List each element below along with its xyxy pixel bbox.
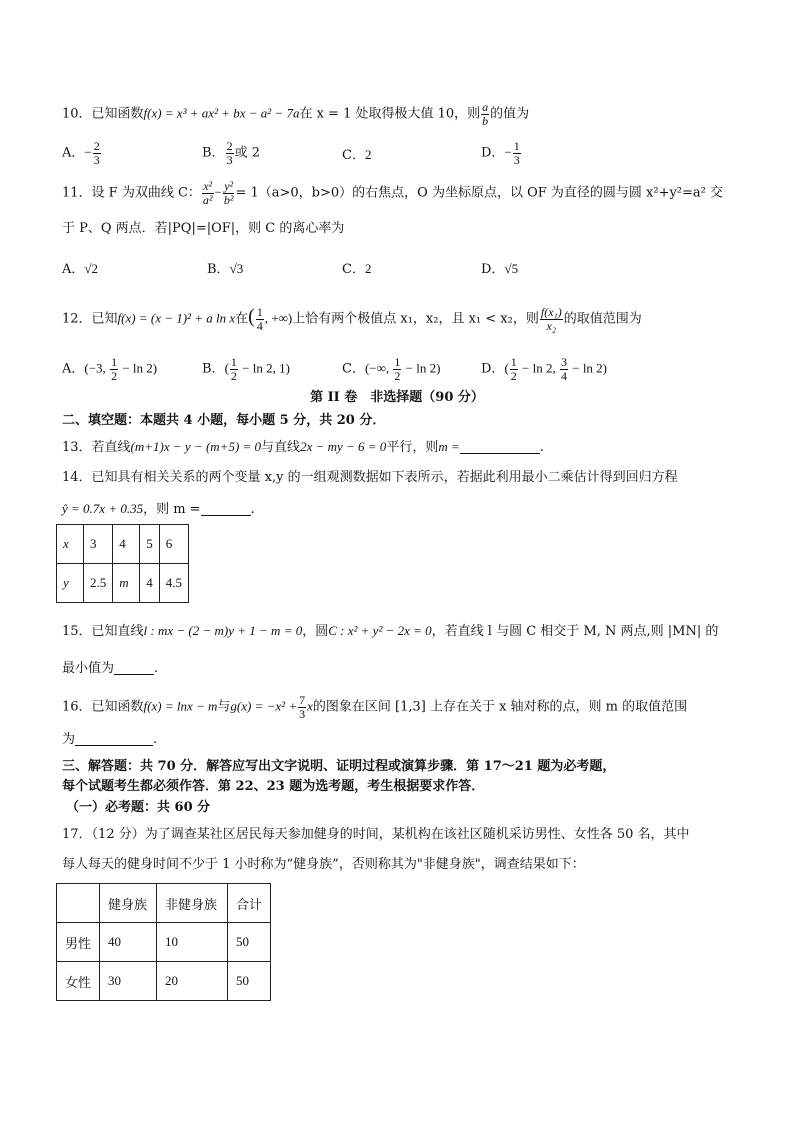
q12-option-d: D．( $\frac{1}{2}$ − ln 2, $\frac{3}{4}$ − ln 2) xyxy=(481,355,608,383)
q11-option-a: A．√2 xyxy=(62,261,99,277)
q13: 13．若直线(m+1)x − y − (m+5) = 0与直线2x − my − 6 = 0平行，则m = . xyxy=(62,439,544,455)
q10-option-a: A．− $\frac{2}{3}$ xyxy=(62,139,100,167)
q14-answer-blank[interactable] xyxy=(201,504,251,516)
q10-option-b: B． $\frac{2}{3}$ 或 2 xyxy=(202,139,260,167)
q11-option-d: D．√5 xyxy=(481,261,519,277)
q16-line2: 为 . xyxy=(62,732,158,747)
q14-line2: ŷ = 0.7x + 0.35，则 m = . xyxy=(62,501,255,517)
q12-stem: 12．已知f(x) = (x − 1)² + a ln x在( $\frac{1}{4}$ , +∞)上恰有两个极值点 x₁，x₂，且 x₁ < x₂，则 $\frac{\text{f(x₁)}}{\text{x₂}}$ 的取值范围为 xyxy=(62,305,642,333)
q14-line1: 14．已知具有相关关系的两个变量 x,y 的一组观测数据如下表所示，若据此利用最小二乘估计得到回归方程 xyxy=(62,470,678,485)
q13-answer-blank[interactable] xyxy=(460,442,540,454)
q15-line2: 最小值为 . xyxy=(62,661,159,676)
table-row: 男性 40 10 50 xyxy=(57,923,271,962)
q14-data-table xyxy=(56,524,189,603)
q17-survey-table xyxy=(56,883,271,1001)
part2-title: 第 II 卷 非选择题（90 分） xyxy=(310,390,484,405)
q12-option-c: C．(−∞, $\frac{1}{2}$ − ln 2) xyxy=(342,355,441,383)
section3-title-line2: 每个试题考生都必须作答．第 22、23 题为选考题，考生根据要求作答． xyxy=(62,779,485,794)
q11-line2: 于 P、Q 两点．若|PQ|=|OF|，则 C 的离心率为 xyxy=(62,221,345,236)
q12-option-a: A．(−3, $\frac{1}{2}$ − ln 2) xyxy=(62,355,158,383)
q17-line2: 每人每天的健身时间不少于 1 小时称为“健身族”，否则称其为"非健身族"，调查结果如下： xyxy=(62,857,585,872)
section3-title-line1: 三、解答题：共 70 分．解答应写出文字说明、证明过程或演算步骤．第 17～21 题为必考题， xyxy=(62,759,616,774)
q12-option-b: B．( $\frac{1}{2}$ − ln 2, 1) xyxy=(202,355,290,383)
q11-line1: 11．设 F 为双曲线 C： $\frac{\text{x²}}{\text{a²}}$ − $\frac{\text{y²}}{\text{b²}}$ = 1（a>0，b>0）的右焦点，O 为坐标原点，以 OF 为直径的圆与圆 x²+y²=a² 交 xyxy=(62,179,724,207)
q10-stem xyxy=(62,101,529,127)
section3-subtitle: （一）必考题：共 60 分 xyxy=(66,800,211,815)
table-row: 女性 30 20 50 xyxy=(57,962,271,1001)
q10-option-c: C．2 xyxy=(342,147,372,163)
q11-option-c: C．2 xyxy=(342,261,372,277)
section2-title: 二、填空题：本题共 4 小题，每小题 5 分，共 20 分． xyxy=(62,413,386,428)
table-header-row: 健身族 非健身族 合计 xyxy=(57,884,271,923)
table-row: x 3 4 5 6 xyxy=(57,525,189,564)
q10-func: f(x) = x³ + ax² + bx − a² − 7a xyxy=(143,105,300,121)
q10-prefix: 10．已知函数 xyxy=(62,106,144,122)
q10-suffix: 的值为 xyxy=(490,106,530,122)
q11-option-b: B．√3 xyxy=(207,261,244,277)
q10-frac: $\frac{a}{b}$ xyxy=(482,100,489,128)
q10-cond: 在 x = 1 处取得极大值 10，则 xyxy=(299,106,481,122)
q15-answer-blank[interactable] xyxy=(114,663,154,675)
q15-line1: 15．已知直线l : mx − (2 − m)y + 1 − m = 0，圆C : x² + y² − 2x = 0，若直线 l 与圆 C 相交于 M, N 两点,则 |MN| 的 xyxy=(62,623,719,639)
q16-answer-blank[interactable] xyxy=(75,734,153,746)
q10-option-d: D．− $\frac{1}{3}$ xyxy=(481,139,520,167)
table-row: y 2.5 m 4 4.5 xyxy=(57,564,189,603)
q17-line1: 17．（12 分）为了调查某社区居民每天参加健身的时间，某机构在该社区随机采访男性、女性各 50 名，其中 xyxy=(62,827,690,842)
q16-line1: 16．已知函数f(x) = lnx − m与g(x) = −x² + $\frac{7}{3}$ x的图象在区间 [1,3] 上存在关于 x 轴对称的点，则 m 的取值范围 xyxy=(62,693,688,721)
